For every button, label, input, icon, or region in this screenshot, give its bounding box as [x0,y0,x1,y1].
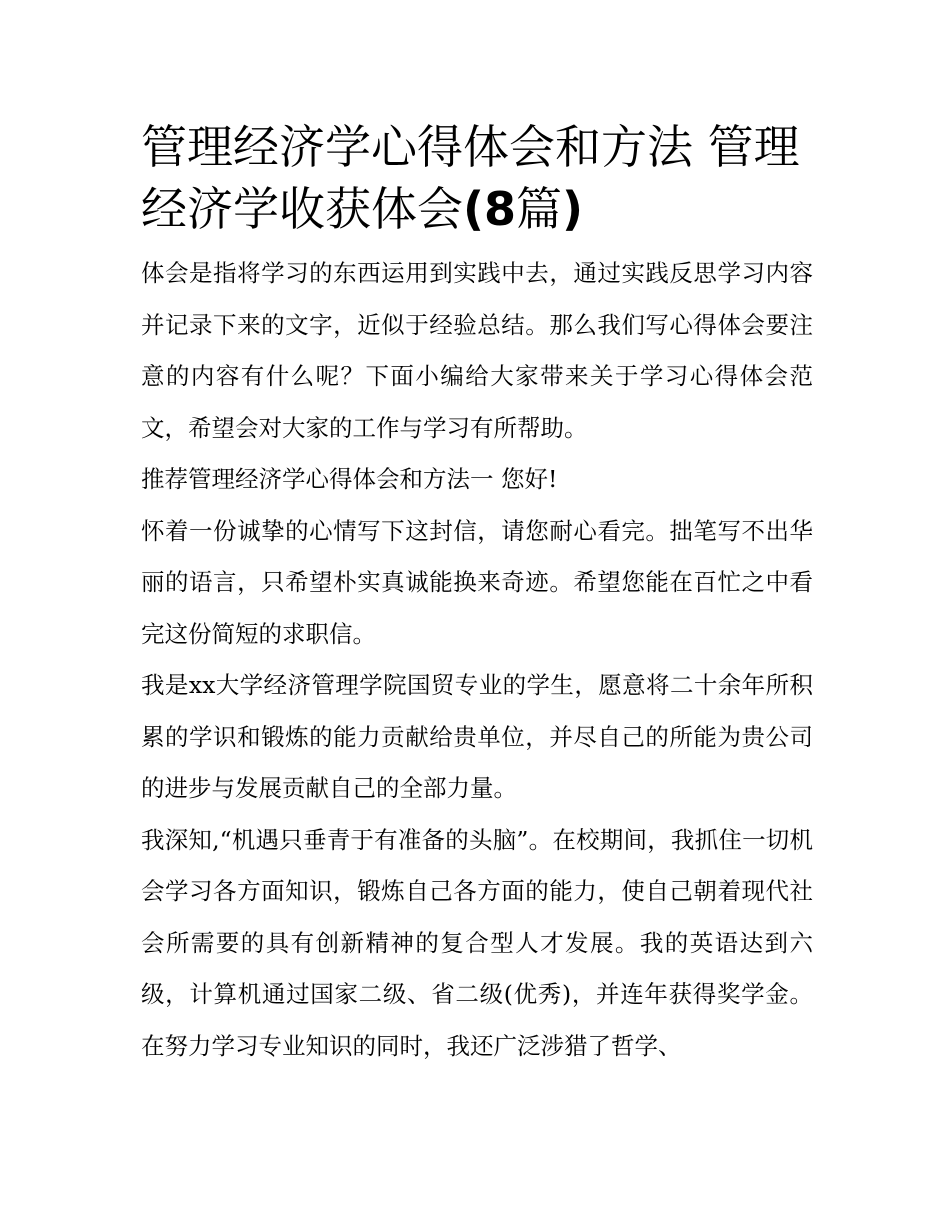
paragraph-study-experience: 我深知,“机遇只垂青于有准备的头脑”。在校期间，我抓住一切机会学习各方面知识，锻炼自己各方面的能力，使自己朝着现代社会所需要的具有创新精神的复合型人才发展。我的英语达到六级，计算机通过国家二级、省二级(优秀)，并连年获得奖学金。在努力学习专业知识的同时，我还广泛涉猎了哲学、 [141,825,813,1060]
paragraph-letter-opening: 怀着一份诚挚的心情写下这封信，请您耐心看完。拙笔写不出华丽的语言，只希望朴实真诚能换来奇迹。希望您能在百忙之中看完这份简短的求职信。 [141,516,813,648]
paragraph-intro: 体会是指将学习的东西运用到实践中去，通过实践反思学习内容并记录下来的文字，近似于经验总结。那么我们写心得体会要注意的内容有什么呢？下面小编给大家带来关于学习心得体会范文，希望会对大家的工作与学习有所帮助。 [141,259,813,442]
paragraph-self-introduction: 我是xx大学经济管理学院国贸专业的学生，愿意将二十余年所积累的学识和锻炼的能力贡献给贵单位，并尽自己的所能为贵公司的进步与发展贡献自己的全部力量。 [141,671,813,802]
document-title: 管理经济学心得体会和方法 管理经济学收获体会(8篇) [141,120,800,236]
document-body [141,116,813,1072]
paragraph-heading-one: 推荐管理经济学心得体会和方法一 您好! [141,465,558,493]
